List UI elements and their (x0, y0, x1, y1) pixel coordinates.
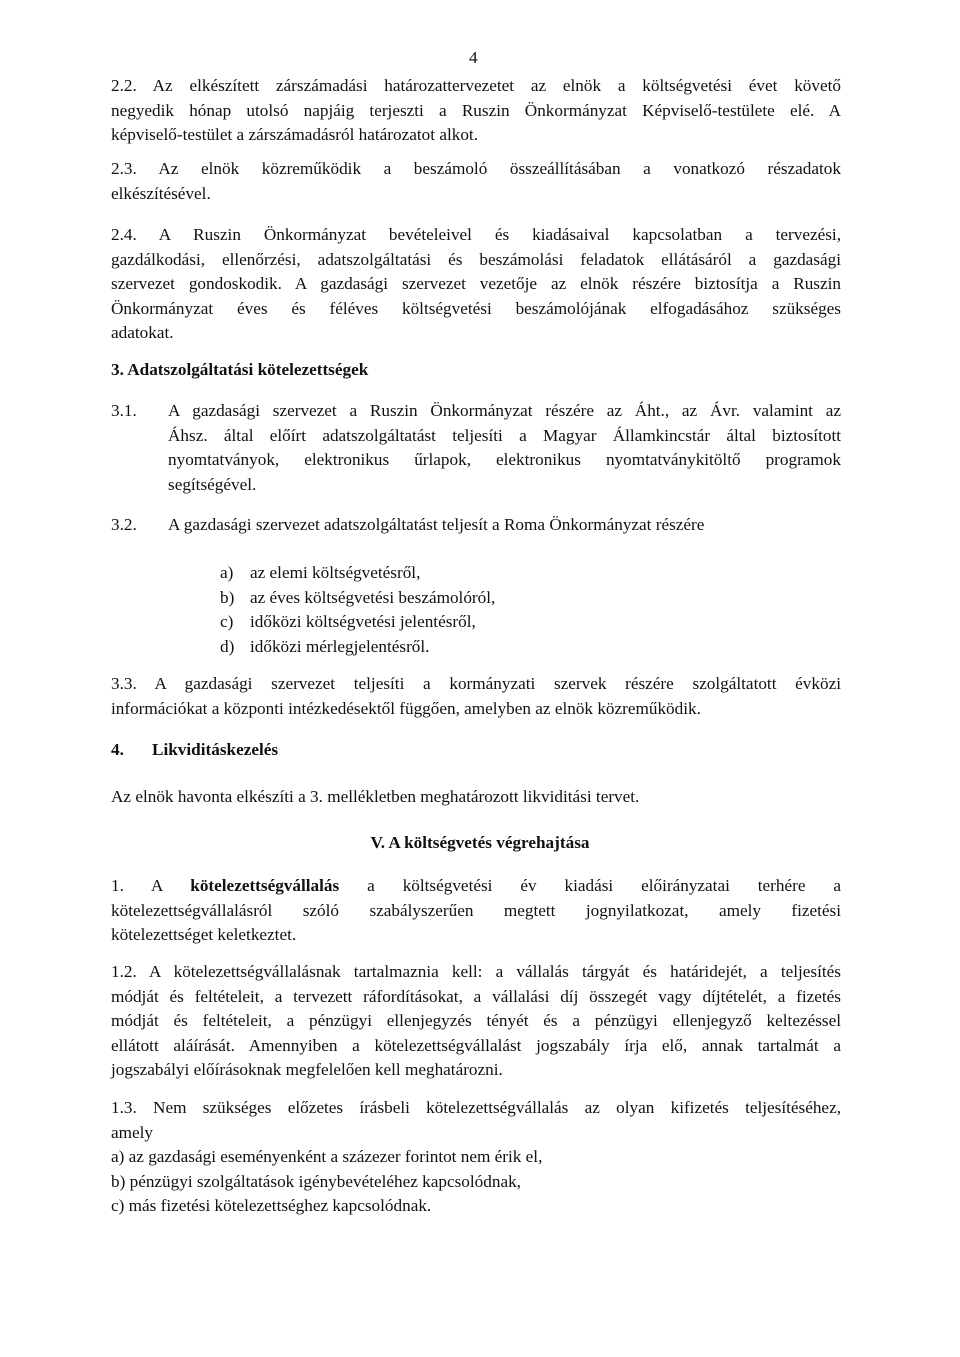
paragraph-1 (111, 874, 841, 948)
text-fragment: a költségvetési év kiadási előirányzatai terhére a (367, 876, 842, 895)
chapter-heading-v: V. A költségvetés végrehajtása (370, 833, 590, 852)
text-line: szervezet gondoskodik. A gazdasági szervezet vezetője az elnök részére biztosítja a Ruszin (111, 274, 841, 294)
list-item-text: az elemi költségvetésről, (250, 563, 421, 582)
text-line: képviselő-testület a zárszámadásról határozatot alkot. (111, 125, 478, 145)
list-item (220, 635, 495, 660)
section-number-4: 4. (111, 740, 124, 759)
paragraph-3-2: A gazdasági szervezet adatszolgáltatást teljesít a Roma Önkormányzat részére (168, 515, 705, 534)
text-line: Önkormányzat éves és féléves költségvetési beszámolójának elfogadásához szükséges (111, 298, 841, 318)
text-line: negyedik hónap utolsó napjáig terjeszti a Ruszin Önkormányzat Képviselő-testülete elé. A (111, 100, 841, 120)
list-item-text: az éves költségvetési beszámolóról, (250, 587, 496, 607)
section-number-3-1: 3.1. (111, 401, 137, 420)
section-heading-3: 3. Adatszolgáltatási kötelezettségek (111, 360, 369, 379)
text-line: 1.2. A kötelezettségvállalásnak tartalmaznia kell: a vállalás tárgyát és határidejét, a teljesítés (111, 962, 841, 981)
text-line: kötelezettséget keletkeztet. (111, 925, 297, 945)
text-line: Áhsz. által előírt adatszolgáltatást teljesíti a Magyar Államkincstár által biztosított (168, 425, 841, 445)
text-line: módját és feltételeit, a tervezett ráfordításokat, a vállalási díj összegét vagy díjtételét, a fizetés (111, 986, 841, 1006)
text-line: elkészítésével. (111, 183, 211, 203)
paragraph-2-3 (111, 157, 841, 206)
text-line: ellátott aláírását. Amennyiben a kötelezettségvállalást jogszabály írja elő, annak tartalmát a (111, 1035, 841, 1055)
paragraph-3-3 (111, 672, 841, 721)
list-3-2 (220, 561, 495, 659)
section-number-3-2: 3.2. (111, 515, 137, 534)
paragraph-4: Az elnök havonta elkészíti a 3. mellékletben meghatározott likviditási tervet. (111, 787, 640, 806)
text-line: 1.3. Nem szükséges előzetes írásbeli kötelezettségvállalás az olyan kifizetés teljesítéséhez, (111, 1098, 841, 1117)
text-line: gazdálkodási, ellenőrzési, adatszolgáltatási és beszámolási feladatok ellátásáról a gazdasági (111, 249, 841, 269)
list-item-label: b) (220, 587, 235, 607)
text-fragment: 1. A (111, 876, 163, 895)
text-line: 2.4. A Ruszin Önkormányzat bevételeivel és kiadásaival kapcsolatban a tervezési, (111, 225, 841, 244)
list-item-label: a) (220, 563, 234, 582)
text-line: segítségével. (168, 474, 257, 494)
text-line: jogszabályi előírásoknak megfelelően kell meghatározni. (111, 1060, 503, 1080)
text-line (111, 874, 841, 899)
bold-term: kötelezettségvállalás (190, 876, 340, 895)
text-line: amely (111, 1122, 153, 1142)
list-item (220, 561, 495, 586)
text-line: 3.3. A gazdasági szervezet teljesíti a kormányzati szervek részére szolgáltatott évközi (111, 674, 841, 693)
page-number: 4 (469, 48, 478, 67)
text-line: c) más fizetési kötelezettséghez kapcsolódnak. (111, 1196, 432, 1216)
list-item-label: d) (220, 636, 235, 656)
paragraph-2-4 (111, 223, 841, 346)
text-line: adatokat. (111, 323, 174, 343)
section-heading-4: Likviditáskezelés (152, 740, 279, 759)
paragraph-3-1 (168, 399, 841, 497)
text-line: módját és feltételeit, a pénzügyi ellenjegyzés tényét és a pénzügyi ellenjegyző keltezéssel (111, 1011, 841, 1031)
list-item-text: időközi költségvetési jelentésről, (250, 612, 476, 632)
list-item (220, 610, 495, 635)
paragraph-1-3 (111, 1096, 841, 1219)
text-line: b) pénzügyi szolgáltatások igénybevételéhez kapcsolódnak, (111, 1171, 521, 1191)
list-item (220, 586, 495, 611)
text-line: nyomtatványok, elektronikus űrlapok, elektronikus nyomtatványkitöltő programok (168, 450, 841, 470)
paragraph-2-2 (111, 74, 841, 148)
text-line: a) az gazdasági eseményenként a százezer forintot nem érik el, (111, 1147, 543, 1167)
paragraph-1-2 (111, 960, 841, 1083)
text-line: információkat a központi intézkedésektől függően, amelyben az elnök közreműködik. (111, 698, 701, 718)
text-line: A gazdasági szervezet a Ruszin Önkormányzat részére az Áht., az Ávr. valamint az (168, 401, 841, 420)
text-line: 2.2. Az elkészített zárszámadási határozattervezetet az elnök a költségvetési évet követő (111, 76, 841, 95)
list-item-label: c) (220, 612, 234, 632)
list-item-text: időközi mérlegjelentésről. (250, 636, 430, 656)
text-line: 2.3. Az elnök közreműködik a beszámoló összeállításában a vonatkozó részadatok (111, 159, 841, 178)
text-line: kötelezettségvállalásról szóló szabályszerűen megtett jognyilatkozat, amely fizetési (111, 900, 841, 920)
